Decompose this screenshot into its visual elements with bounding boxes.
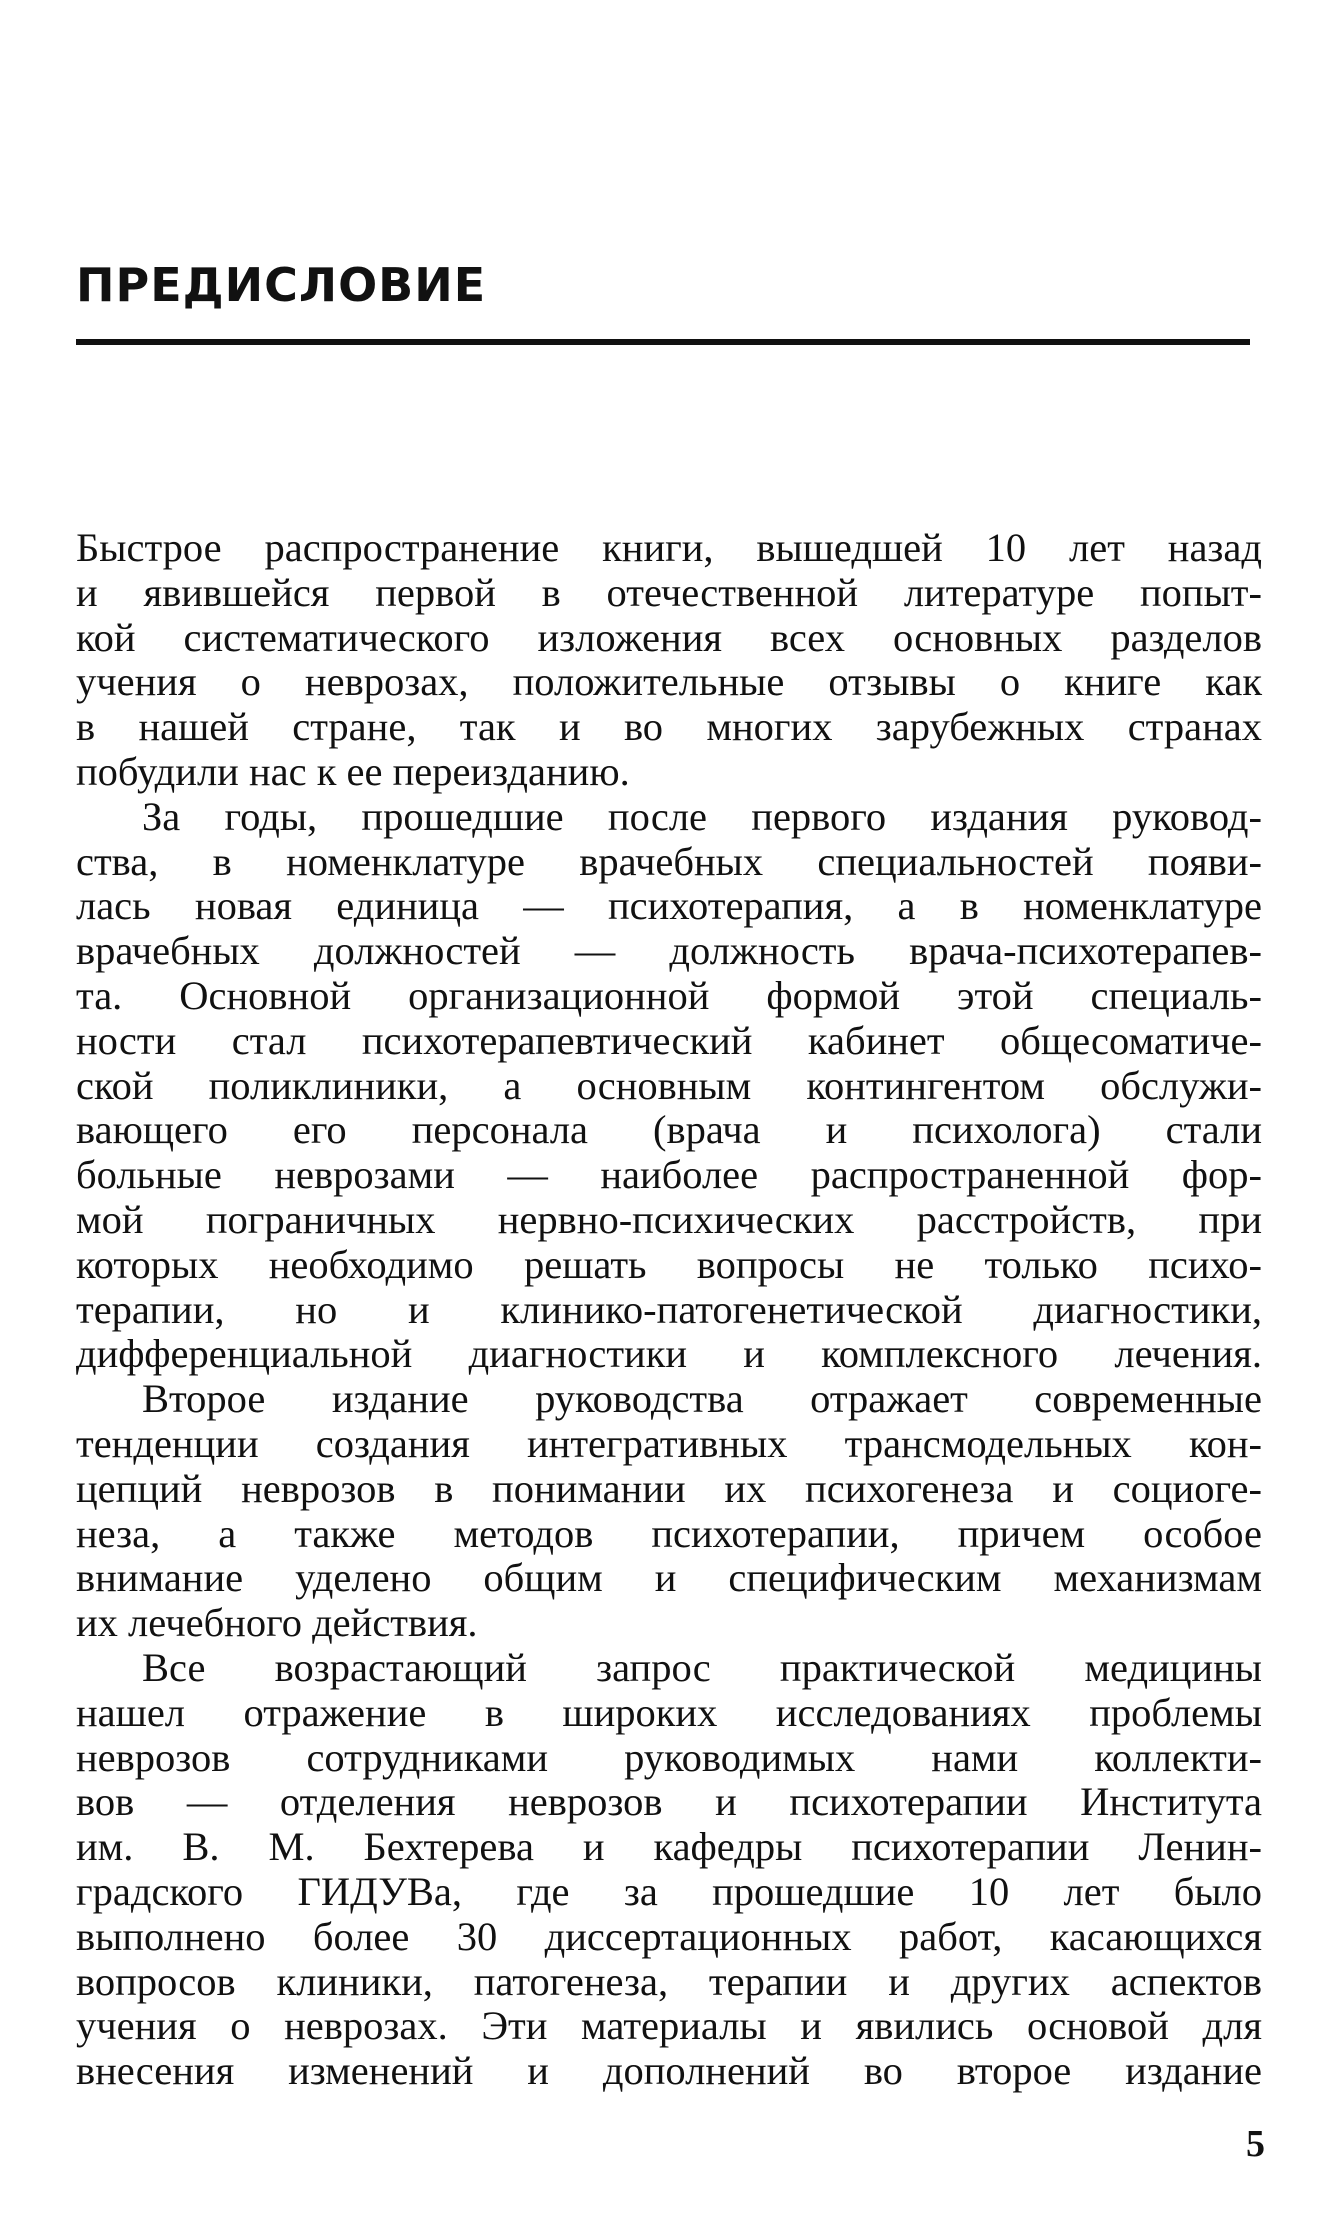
text-line: тенденции создания интегративных трансмодельных кон- bbox=[76, 1420, 1262, 1466]
body-text bbox=[76, 526, 1262, 2094]
text-line: Второе издание руководства отражает современные bbox=[142, 1376, 1262, 1422]
heading-rule bbox=[76, 339, 1250, 345]
text-line: Быстрое распространение книги, вышедшей 10 лет назад bbox=[76, 525, 1262, 570]
paragraph-4 bbox=[76, 1646, 1262, 2094]
text-line: мой пограничных нервно-психических расстройств, при bbox=[76, 1196, 1262, 1242]
text-line: врачебных должностей — должность врача-психотерапев- bbox=[76, 928, 1262, 974]
text-line: их лечебного действия. bbox=[76, 1600, 478, 1646]
text-line: больные неврозами — наиболее распространенной фор- bbox=[76, 1152, 1262, 1198]
text-line: неврозов сотрудниками руководимых нами коллекти- bbox=[76, 1734, 1262, 1780]
text-line: которых необходимо решать вопросы не только психо- bbox=[76, 1241, 1262, 1287]
text-line: им. В. М. Бехтерева и кафедры психотерапии Ленин- bbox=[76, 1824, 1262, 1870]
text-line: и явившейся первой в отечественной литературе попыт- bbox=[76, 569, 1262, 615]
text-line: в нашей стране, так и во многих зарубежных странах bbox=[76, 704, 1262, 750]
text-line: учения о неврозах. Эти материалы и явились основой для bbox=[76, 2003, 1262, 2049]
paragraph-1 bbox=[76, 526, 1262, 795]
text-line: цепций неврозов в понимании их психогенеза и социоге- bbox=[76, 1465, 1262, 1511]
text-line: ской поликлиники, а основным контингентом обслужи- bbox=[76, 1062, 1262, 1108]
text-line: ности стал психотерапевтический кабинет общесоматиче- bbox=[76, 1017, 1262, 1063]
text-line: ства, в номенклатуре врачебных специальностей появи- bbox=[76, 838, 1262, 884]
text-line: та. Основной организационной формой этой специаль- bbox=[76, 972, 1262, 1018]
text-line: дифференциальной диагностики и комплексного лечения. bbox=[76, 1331, 1262, 1377]
text-line: внимание уделено общим и специфическим механизмам bbox=[76, 1555, 1262, 1601]
page-number: 5 bbox=[1246, 2123, 1265, 2165]
text-line: вов — отделения неврозов и психотерапии Института bbox=[76, 1779, 1262, 1825]
text-line: учения о неврозах, положительные отзывы о книге как bbox=[76, 659, 1262, 705]
text-line: Все возрастающий запрос практической медицины bbox=[142, 1644, 1262, 1690]
text-line: неза, а также методов психотерапии, причем особое bbox=[76, 1510, 1262, 1556]
text-line: побудили нас к ее переизданию. bbox=[76, 748, 630, 794]
text-line: терапии, но и клинико-патогенетической диагностики, bbox=[76, 1286, 1262, 1332]
text-line: вопросов клиники, патогенеза, терапии и других аспектов bbox=[76, 1958, 1262, 2004]
paragraph-3 bbox=[76, 1377, 1262, 1646]
paragraph-2 bbox=[76, 795, 1262, 1377]
text-line: градского ГИДУВа, где за прошедшие 10 лет было bbox=[76, 1868, 1262, 1914]
text-line: выполнено более 30 диссертационных работ, касающихся bbox=[76, 1913, 1262, 1959]
chapter-heading: ПРЕДИСЛОВИЕ bbox=[76, 258, 487, 312]
text-line: лась новая единица — психотерапия, а в номенклатуре bbox=[76, 883, 1262, 929]
text-line: вающего его персонала (врача и психолога) стали bbox=[76, 1107, 1262, 1153]
text-line: внесения изменений и дополнений во второе издание bbox=[76, 2048, 1262, 2094]
text-line: За годы, прошедшие после первого издания руковод- bbox=[142, 793, 1262, 839]
text-line: нашел отражение в широких исследованиях проблемы bbox=[76, 1689, 1262, 1735]
text-line: кой систематического изложения всех основных разделов bbox=[76, 614, 1262, 660]
